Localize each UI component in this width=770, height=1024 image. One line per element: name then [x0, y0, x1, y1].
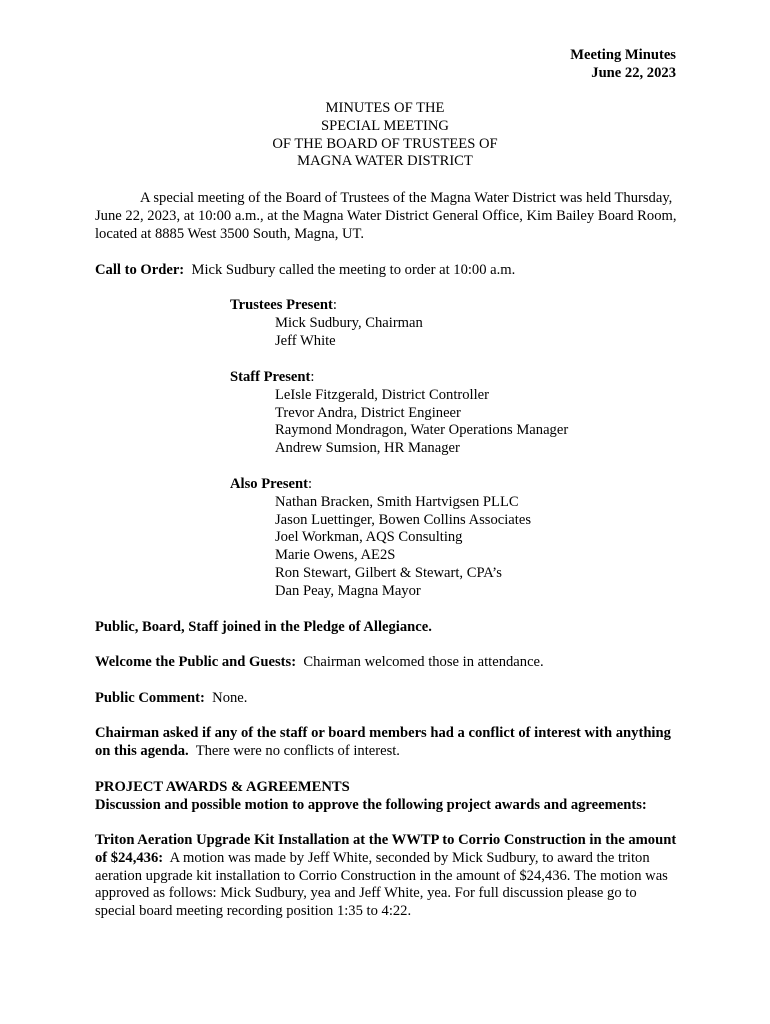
- attendee-name: Ron Stewart, Gilbert & Stewart, CPA’s: [275, 564, 502, 581]
- attendee-name: Nathan Bracken, Smith Hartvigsen PLLC: [275, 493, 519, 510]
- staff-name: Andrew Sumsion, HR Manager: [275, 440, 460, 457]
- also-present: Also Present: Nathan Bracken, Smith Hartvigsen PLLC Jason Luettinger, Bowen Collins Associates Joel Workman, AQS Consulting Marie Owens, AE2S Ron Stewart, Gilbert & Stewart, CPA’s Dan Peay, Magna Mayor: [230, 476, 531, 599]
- minutes-title: [0, 100, 770, 171]
- header-title: Meeting Minutes: [570, 47, 676, 63]
- attendee-name: Dan Peay, Magna Mayor: [275, 582, 421, 599]
- title-line-3: OF THE BOARD OF TRUSTEES OF: [272, 135, 498, 152]
- title-line-1: MINUTES OF THE: [325, 100, 445, 116]
- attendee-name: Jason Luettinger, Bowen Collins Associates: [275, 511, 531, 528]
- conflict-text: There were no conflicts of interest.: [195, 742, 400, 759]
- triton-item-text: A motion was made by Jeff White, seconded by Mick Sudbury, to award the triton aeration upgrade kit installation to Corrio Construction in the amount of $24,436. The motion was approved as follows: Mick Sudbury, yea and Jeff White, yea. For full discussion please go to special board meeting recording position 1:35 to 4:22.: [95, 849, 668, 920]
- conflict-label: Chairman asked if any of the staff or board members had a conflict of interest with anything on this agenda.: [95, 725, 671, 759]
- public-comment-text: None.: [212, 690, 248, 706]
- title-line-2: SPECIAL MEETING: [321, 117, 449, 134]
- staff-name: LeIsle Fitzgerald, District Controller: [275, 386, 489, 403]
- triton-aeration-item: [95, 832, 680, 921]
- welcome-section: [95, 654, 680, 672]
- call-to-order: [95, 262, 680, 280]
- triton-item-label: Triton Aeration Upgrade Kit Installation at the WWTP to Corrio Construction in the amount of $24,436:: [95, 832, 677, 866]
- intro-paragraph: A special meeting of the Board of Trustees of the Magna Water District was held Thursday, June 22, 2023, at 10:00 a.m., at the Magna Water District General Office, Kim Bailey Board Room, located at 8885 West 3500 South, Magna, UT.: [95, 190, 677, 242]
- trustee-name: Mick Sudbury, Chairman: [275, 314, 423, 331]
- welcome-text: Chairman welcomed those in attendance.: [303, 654, 544, 670]
- trustees-present: Trustees Present: Mick Sudbury, Chairman Jeff White: [230, 297, 423, 349]
- welcome-label: Welcome the Public and Guests:: [95, 654, 297, 670]
- staff-label: Staff Present: [230, 369, 311, 385]
- title-line-4: MAGNA WATER DISTRICT: [297, 153, 473, 170]
- project-subheading: Discussion and possible motion to approve the following project awards and agreements:: [95, 796, 647, 813]
- staff-name: Trevor Andra, District Engineer: [275, 404, 461, 421]
- public-comment-label: Public Comment:: [95, 690, 205, 706]
- pledge-statement: Public, Board, Staff joined in the Pledge of Allegiance.: [95, 619, 432, 635]
- trustees-label: Trustees Present: [230, 297, 333, 313]
- public-comment-section: [95, 690, 680, 708]
- call-to-order-text: Mick Sudbury called the meeting to order at 10:00 a.m.: [191, 262, 516, 278]
- attendee-name: Joel Workman, AQS Consulting: [275, 529, 463, 546]
- call-to-order-label: Call to Order:: [95, 262, 185, 278]
- project-awards-section: [95, 779, 680, 815]
- header-date: June 22, 2023: [591, 64, 676, 81]
- trustee-name: Jeff White: [275, 332, 336, 349]
- conflict-section: [95, 725, 680, 761]
- attendee-name: Marie Owens, AE2S: [275, 547, 396, 564]
- project-heading: PROJECT AWARDS & AGREEMENTS: [95, 779, 350, 795]
- also-present-label: Also Present: [230, 476, 308, 492]
- document-header: [570, 47, 676, 83]
- staff-name: Raymond Mondragon, Water Operations Manager: [275, 422, 569, 439]
- staff-present: Staff Present: LeIsle Fitzgerald, District Controller Trevor Andra, District Engineer Raymond Mondragon, Water Operations Manager Andrew Sumsion, HR Manager: [230, 369, 569, 457]
